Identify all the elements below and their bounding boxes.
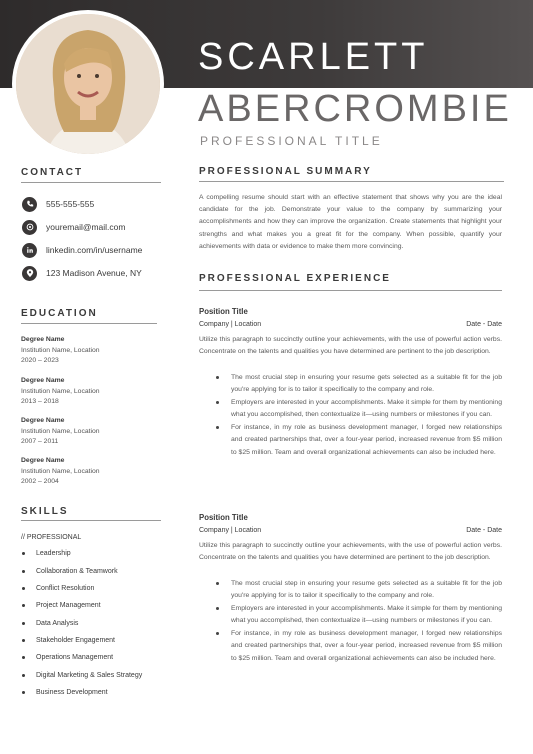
summary-heading: PROFESSIONAL SUMMARY — [199, 166, 372, 177]
education-years: 2007 – 2011 — [21, 438, 59, 445]
job-bullet: The most crucial step in ensuring your resume gets selected as a suitable fit for the job you're applying for is to tailor it specifically to the company and role. — [214, 372, 502, 396]
job-bullet: For instance, in my role as business development manager, I forged new relationships and created partnerships that, over a four-year period, increased revenue from $5 million to $25 million. Team and overall organizational achievements can also be included here. — [214, 422, 502, 458]
job-bullet: The most crucial step in ensuring your resume gets selected as a suitable fit for the job you're applying for is to tailor it specifically to the company and role. — [214, 578, 502, 602]
education-entry — [21, 335, 100, 367]
professional-title: PROFESSIONAL TITLE — [200, 134, 383, 148]
job-company: Company | Location — [199, 321, 262, 328]
experience-heading: PROFESSIONAL EXPERIENCE — [199, 273, 391, 284]
last-name: ABERCROMBIE — [198, 88, 512, 130]
profile-photo — [12, 10, 164, 158]
skill-item: Digital Marketing & Sales Strategy — [22, 672, 142, 679]
education-institution: Institution Name, Location — [21, 346, 100, 354]
job-bullet: Employers are interested in your accomplishments. Make it simple for them by mentioning what you accomplished, then contextualize it—using numbers or milestones if you can. — [214, 397, 502, 421]
skill-item: Collaboration & Teamwork — [22, 568, 118, 575]
skill-item: Leadership — [22, 550, 71, 557]
job-title: Position Title — [199, 307, 248, 316]
contact-phone — [22, 196, 94, 212]
contact-address-text: 123 Madison Avenue, NY — [46, 268, 142, 278]
experience-divider — [199, 290, 502, 291]
bullet-icon — [22, 552, 25, 555]
job-description: Utilize this paragraph to succinctly outline your achievements, with the use of powerful action verbs. Concentrate on the talents and qualities you have determined are pertinent to the job description. — [199, 336, 502, 356]
bullet-icon — [22, 656, 25, 659]
contact-phone-text: 555-555-555 — [46, 199, 95, 209]
education-entry — [21, 416, 100, 448]
bullet-icon — [22, 691, 25, 694]
bullet-icon — [22, 604, 25, 607]
summary-text: A compelling resume should start with an effective statement that shows why you are the ideal candidate for the job. Demonstrate your value to the company by summarizing your accomplishments and how they can improve the organization. Create statements that highlight your strengths and what makes you a great fit for the company. When possible, quantify your achievements with data or evidence to make them more convincing. — [199, 194, 502, 250]
bullet-icon — [22, 587, 25, 590]
job-company: Company | Location — [199, 527, 262, 534]
bullet-icon — [22, 570, 25, 573]
job-date: Date - Date — [466, 527, 502, 534]
bullet-icon — [22, 674, 25, 677]
job-bullets — [214, 372, 502, 460]
education-degree: Degree Name — [21, 336, 65, 343]
education-institution: Institution Name, Location — [21, 427, 100, 435]
job-title: Position Title — [199, 513, 248, 522]
location-pin-icon — [22, 266, 37, 281]
contact-heading: CONTACT — [21, 167, 84, 178]
education-years: 2020 – 2023 — [21, 357, 59, 364]
skills-divider — [21, 520, 161, 521]
job-bullets — [214, 578, 502, 666]
summary-divider — [199, 181, 504, 182]
education-entry — [21, 376, 100, 408]
skill-item: Stakeholder Engagement — [22, 637, 115, 644]
first-name: SCARLETT — [198, 36, 429, 78]
skill-item: Business Development — [22, 689, 108, 696]
job-bullet: Employers are interested in your accomplishments. Make it simple for them by mentioning what you accomplished, then contextualize it—using numbers or milestones if you can. — [214, 603, 502, 627]
bullet-icon — [22, 639, 25, 642]
bullet-icon — [22, 622, 25, 625]
email-icon — [22, 220, 37, 235]
contact-linkedin-text[interactable]: linkedin.com/in/username — [46, 245, 143, 255]
contact-email-text[interactable]: youremail@mail.com — [46, 222, 126, 232]
contact-linkedin — [22, 242, 142, 258]
phone-icon — [22, 197, 37, 212]
job-description: Utilize this paragraph to succinctly outline your achievements, with the use of powerful action verbs. Concentrate on the talents and qualities you have determined are pertinent to the job description. — [199, 542, 502, 562]
education-years: 2013 – 2018 — [21, 398, 59, 405]
education-entry — [21, 456, 100, 488]
education-degree: Degree Name — [21, 457, 65, 464]
education-degree: Degree Name — [21, 417, 65, 424]
education-heading: EDUCATION — [21, 308, 98, 319]
skill-item: Conflict Resolution — [22, 585, 94, 592]
skills-category: // PROFESSIONAL — [21, 534, 82, 541]
contact-email — [22, 219, 125, 235]
education-degree: Degree Name — [21, 377, 65, 384]
contact-divider — [21, 182, 161, 183]
skills-heading: SKILLS — [21, 506, 69, 517]
skill-item: Data Analysis — [22, 620, 78, 627]
education-years: 2002 – 2004 — [21, 478, 59, 485]
linkedin-icon — [22, 243, 37, 258]
education-institution: Institution Name, Location — [21, 467, 100, 475]
job-date: Date - Date — [466, 321, 502, 328]
education-institution: Institution Name, Location — [21, 387, 100, 395]
job-bullet: For instance, in my role as business development manager, I forged new relationships and created partnerships that, over a four-year period, increased revenue from $5 million to $25 million. Team and overall organizational achievements can also be included here. — [214, 628, 502, 664]
education-divider — [21, 323, 157, 324]
skill-item: Project Management — [22, 602, 101, 609]
skill-item: Operations Management — [22, 654, 113, 661]
contact-address — [22, 265, 142, 281]
